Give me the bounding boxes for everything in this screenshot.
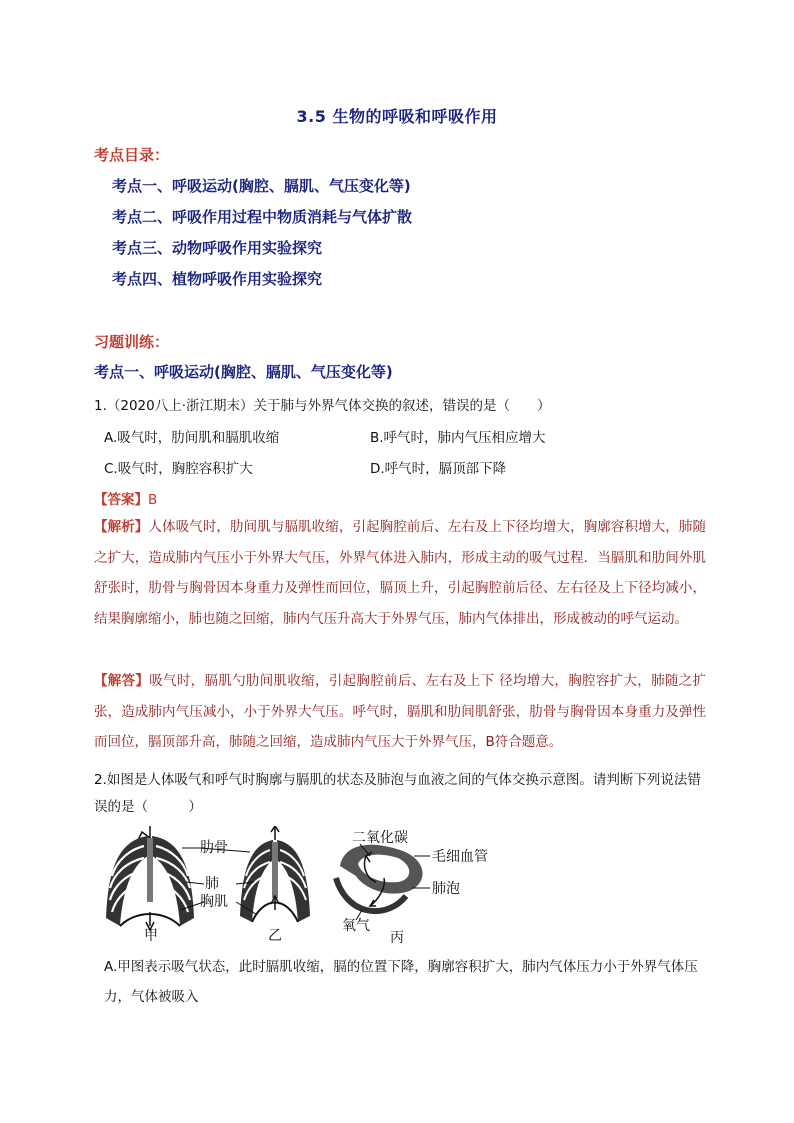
- answer-label: 【答案】: [94, 492, 148, 508]
- analysis-text: 人体吸气时，肋间肌与膈肌收缩，引起胸腔前后、左右及上下径均增大，胸廓容积增大，肺随之扩大，造成肺内气压小于外界大气压，外界气体进入肺内，形成主动的吸气过程．当膈肌和肋间外肌舒张时，肋骨与胸骨因本身重力及弹性而回位，膈顶上升，引起胸腔前后径、左右径及上下径均减小，结果胸廓缩小，肺也随之回缩，肺内气压升高大于外界气压，肺内气体排出，形成被动的呼气运动。: [94, 519, 707, 627]
- section1-heading: 考点一、呼吸运动(胸腔、膈肌、气压变化等): [94, 363, 393, 381]
- toc-item-2: 考点二、呼吸作用过程中物质消耗与气体扩散: [112, 208, 413, 226]
- label-capillary: 毛细血管: [432, 849, 488, 865]
- practice-heading: 习题训练：: [94, 333, 170, 351]
- document-title: 3.5 生物的呼吸和呼吸作用: [296, 107, 498, 126]
- q2-option-a: A.甲图表示吸气状态，此时膈肌收缩，膈的位置下降，胸廓容积扩大，肺内气体压力小于外界气体压力，气体被吸入: [104, 959, 698, 1005]
- solution-text: 吸气时，膈肌勺肋间肌收缩，引起胸腔前后、左右及上下 径均增大，胸腔容扩大，肺随之扩张，造成肺内气压减小，小于外界大气压。呼气时，膈肌和肋间肌舒张，肋骨与胸骨因本身重力及弹性而回位，膈顶部升高，肺随之回缩，造成肺内气压大于外界气压，B符合题意。: [94, 673, 706, 750]
- label-lung: 肺: [205, 876, 219, 892]
- ribcage-jia: [106, 826, 194, 930]
- toc-heading: 考点目录：: [94, 146, 170, 164]
- q2-stem: 2.如图是人体吸气和呼气时胸廓与膈肌的状态及肺泡与血液之间的气体交换示意图。请判断下列说法错误的是（ ）: [94, 772, 701, 815]
- analysis-label: 【解析】: [94, 519, 149, 535]
- q1-option-c: C.吸气时，胸腔容积扩大: [104, 461, 253, 477]
- toc-item-4: 考点四、植物呼吸作用实验探究: [112, 270, 323, 288]
- respiration-figure: [100, 826, 520, 946]
- q1-solution: [94, 666, 706, 758]
- toc-item-1: 考点一、呼吸运动(胸腔、膈肌、气压变化等): [112, 177, 411, 195]
- label-alveolus: 肺泡: [432, 881, 460, 897]
- label-bing: 丙: [390, 930, 404, 946]
- label-diaphragm: 胸肌: [200, 894, 228, 910]
- label-o2: 氧气: [342, 918, 370, 934]
- label-co2: 二氧化碳: [352, 830, 408, 846]
- q1-answer: [94, 488, 157, 508]
- alveolus-diagram: [336, 844, 430, 920]
- label-rib: 肋骨: [200, 840, 228, 856]
- answer-value: B: [148, 492, 158, 508]
- solution-label: 【解答】: [94, 673, 150, 689]
- label-jia: 甲: [144, 928, 158, 944]
- ribcage-yi: [240, 826, 310, 922]
- toc-item-3: 考点三、动物呼吸作用实验探究: [112, 239, 323, 257]
- q1-option-b: B.呼气时，肺内气压相应增大: [370, 430, 546, 446]
- q1-option-d: D.呼气时，膈顶部下降: [370, 461, 507, 477]
- q1-analysis: [94, 512, 706, 634]
- q1-stem: 1.（2020八上·浙江期末）关于肺与外界气体交换的叙述，错误的是（ ）: [94, 398, 551, 414]
- q1-option-a: A.吸气时，肋间肌和膈肌收缩: [104, 430, 280, 446]
- label-yi: 乙: [268, 928, 282, 944]
